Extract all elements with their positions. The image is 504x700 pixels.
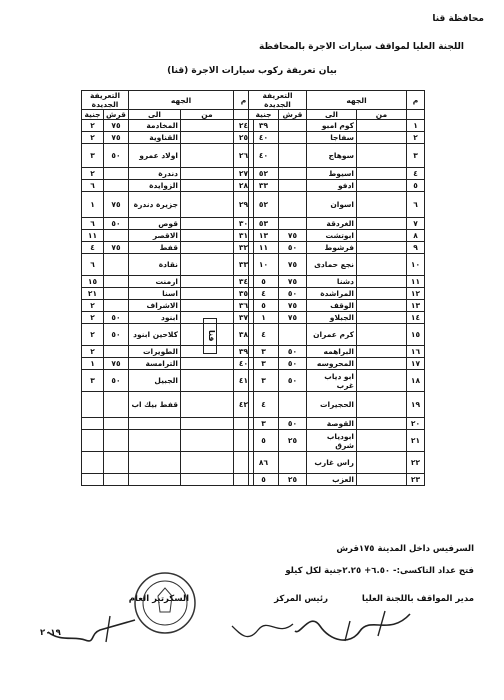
cell-destination: ادفو: [307, 180, 357, 192]
cell-destination: ابنود: [129, 312, 181, 324]
cell-pound: ٤: [249, 324, 279, 346]
cell-pound: ٢: [82, 132, 104, 144]
cell-piaster: [279, 168, 307, 180]
table-row: [249, 180, 425, 192]
cell-destination: الزوايدة: [129, 180, 181, 192]
table-row: [249, 312, 425, 324]
signature-title-parking: مدير المواقف باللجنة العليا: [361, 594, 474, 604]
cell-from: [181, 132, 234, 144]
cell-piaster: [104, 452, 129, 474]
cell-destination: [129, 418, 181, 430]
governorate-title: محافظة قنا: [432, 14, 484, 24]
cell-num: ٢٩: [234, 192, 254, 218]
table-row: [82, 288, 254, 300]
cell-piaster: ٥٠: [104, 144, 129, 168]
cell-pound: ١: [82, 358, 104, 370]
cell-destination: الحجيرات: [307, 392, 357, 418]
cell-piaster: ٧٥: [104, 358, 129, 370]
cell-pound: ٣٣: [249, 180, 279, 192]
table-row: [249, 346, 425, 358]
cell-destination: اولاد عمرو: [129, 144, 181, 168]
header-num: م: [407, 91, 425, 110]
cell-pound: ٣٩: [249, 120, 279, 132]
cell-from: [357, 132, 407, 144]
cell-destination: اسنا: [129, 288, 181, 300]
cell-destination: كلاحين ابنود: [129, 324, 181, 346]
cell-piaster: ٧٥: [279, 254, 307, 276]
table-row: [82, 192, 254, 218]
table-row: [249, 358, 425, 370]
cell-piaster: ٥٠: [279, 358, 307, 370]
cell-from: [357, 180, 407, 192]
table-row: [249, 218, 425, 230]
header-to: الى: [129, 110, 181, 120]
cell-piaster: ٢٥: [279, 430, 307, 452]
cell-num: ٣٠: [234, 218, 254, 230]
cell-destination: القوصة: [307, 418, 357, 430]
cell-num: ٣: [407, 144, 425, 168]
cell-num: ١٢: [407, 288, 425, 300]
table-row: [82, 144, 254, 168]
table-row: [249, 276, 425, 288]
cell-piaster: [104, 288, 129, 300]
table-row: [249, 168, 425, 180]
cell-pound: ٢: [82, 324, 104, 346]
cell-piaster: ٧٥: [104, 132, 129, 144]
cell-pound: ٣: [249, 418, 279, 430]
cell-piaster: ٥٠: [279, 418, 307, 430]
cell-piaster: ٥٠: [104, 370, 129, 392]
cell-num: ٤١: [234, 370, 254, 392]
cell-num: ٢١: [407, 430, 425, 452]
table-row: [249, 242, 425, 254]
signature-title-center: رئيس المركز: [274, 594, 328, 604]
cell-num: ٤: [407, 168, 425, 180]
cell-from: [357, 452, 407, 474]
tariff-table-right: [248, 90, 425, 486]
cell-pound: ٥٣: [249, 218, 279, 230]
cell-piaster: ٧٥: [279, 276, 307, 288]
cell-num: ١٩: [407, 392, 425, 418]
cell-destination: ابو دياب غرب: [307, 370, 357, 392]
cell-destination: قفط: [129, 242, 181, 254]
cell-pound: ٢: [82, 120, 104, 132]
cell-from: [357, 120, 407, 132]
cell-pound: ١٥: [82, 276, 104, 288]
cell-destination: الترامسة: [129, 358, 181, 370]
cell-num: ١٠: [407, 254, 425, 276]
header-direction: الجهه: [129, 91, 234, 110]
cell-piaster: ٥٠: [104, 312, 129, 324]
table-row: [82, 254, 254, 276]
cell-destination: قوص: [129, 218, 181, 230]
document-title: بيان تعريفة ركوب سيارات الاجرة (قنا): [167, 66, 337, 76]
cell-destination: المحروسه: [307, 358, 357, 370]
cell-piaster: ٥٠: [279, 370, 307, 392]
cell-pound: ٢: [82, 300, 104, 312]
table-row: [82, 300, 254, 312]
cell-destination: الاقصر: [129, 230, 181, 242]
cell-num: ٢٨: [234, 180, 254, 192]
cell-pound: ٥: [249, 300, 279, 312]
cell-num: ٣٥: [234, 288, 254, 300]
cell-piaster: ٥٠: [279, 346, 307, 358]
cell-piaster: ٧٥: [104, 120, 129, 132]
cell-pound: ٤٠: [249, 144, 279, 168]
cell-from: [357, 418, 407, 430]
cell-from: [357, 242, 407, 254]
cell-pound: ٥: [249, 276, 279, 288]
cell-pound: ٢١: [82, 288, 104, 300]
cell-destination: كرم عمران: [307, 324, 357, 346]
cell-num: ١٨: [407, 370, 425, 392]
cell-num: ٢٤: [234, 120, 254, 132]
header-direction: الجهه: [307, 91, 407, 110]
cell-from: [357, 276, 407, 288]
cell-destination: الغردقة: [307, 218, 357, 230]
cell-piaster: ٥٠: [279, 288, 307, 300]
header-new-tariff: التعريفة الجديدة: [82, 91, 129, 110]
cell-num: ١٣: [407, 300, 425, 312]
signature-parking-manager: [290, 606, 420, 646]
cell-from: [181, 180, 234, 192]
cell-pound: ٣: [249, 358, 279, 370]
cell-from: [181, 230, 234, 242]
cell-destination: جزيرة دندرة: [129, 192, 181, 218]
cell-pound: [82, 392, 104, 418]
header-piaster: قرش: [104, 110, 129, 120]
cell-destination: دندرة: [129, 168, 181, 180]
cell-pound: ١٣: [249, 230, 279, 242]
side-label-qena: قنا: [203, 318, 217, 354]
cell-pound: [82, 418, 104, 430]
cell-from: [181, 218, 234, 230]
cell-destination: سوهاج: [307, 144, 357, 168]
cell-pound: ٤: [82, 242, 104, 254]
cell-pound: ٨٦: [249, 452, 279, 474]
cell-from: [181, 358, 234, 370]
cell-piaster: [104, 418, 129, 430]
cell-pound: ٤: [249, 288, 279, 300]
table-row: [249, 120, 425, 132]
table-row: [249, 230, 425, 242]
cell-from: [181, 254, 234, 276]
cell-pound: ٦: [82, 218, 104, 230]
cell-from: [357, 430, 407, 452]
cell-num: ٣٩: [234, 346, 254, 358]
cell-pound: ٥: [249, 430, 279, 452]
cell-piaster: [104, 254, 129, 276]
table-row: [82, 430, 254, 452]
table-row: [249, 192, 425, 218]
cell-from: [357, 254, 407, 276]
cell-num: ٣٨: [234, 324, 254, 346]
table-row: [82, 370, 254, 392]
table-row: [82, 452, 254, 474]
cell-num: ٢٠: [407, 418, 425, 430]
table-row: [249, 430, 425, 452]
cell-piaster: ٧٥: [104, 192, 129, 218]
cell-num: ٢٢: [407, 452, 425, 474]
cell-piaster: [104, 430, 129, 452]
cell-piaster: [279, 452, 307, 474]
cell-num: ٤٢: [234, 392, 254, 418]
cell-pound: ٣: [82, 144, 104, 168]
header-pound: جنية: [82, 110, 104, 120]
cell-pound: ٤٠: [249, 132, 279, 144]
table-row: [82, 168, 254, 180]
cell-destination: ابوتشت: [307, 230, 357, 242]
cell-from: [357, 192, 407, 218]
cell-destination: القناوية: [129, 132, 181, 144]
cell-pound: ١١: [82, 230, 104, 242]
cell-destination: اسوان: [307, 192, 357, 218]
city-service-note: السرفيس داخل المدينة ١٧٥قرش: [336, 544, 474, 554]
cell-destination: ارمنت: [129, 276, 181, 288]
cell-from: [357, 300, 407, 312]
cell-piaster: [104, 474, 129, 486]
cell-piaster: ٥٠: [279, 242, 307, 254]
table-row: [82, 346, 254, 358]
table-row: [249, 474, 425, 486]
cell-destination: [129, 474, 181, 486]
cell-from: [181, 288, 234, 300]
cell-destination: كوم امبو: [307, 120, 357, 132]
cell-piaster: [104, 392, 129, 418]
cell-pound: [82, 474, 104, 486]
cell-destination: اسيوط: [307, 168, 357, 180]
cell-destination: ابودياب شرق: [307, 430, 357, 452]
cell-destination: الطويرات: [129, 346, 181, 358]
table-row: [82, 242, 254, 254]
cell-from: [357, 370, 407, 392]
cell-piaster: [279, 324, 307, 346]
cell-pound: ٦: [82, 180, 104, 192]
cell-destination: [129, 452, 181, 474]
cell-piaster: [279, 144, 307, 168]
cell-num: ٢٣: [407, 474, 425, 486]
cell-pound: ١٠: [249, 254, 279, 276]
cell-num: ١: [407, 120, 425, 132]
cell-pound: [82, 452, 104, 474]
header-new-tariff: التعريفة الجديدة: [249, 91, 307, 110]
cell-piaster: [279, 192, 307, 218]
cell-destination: دشنا: [307, 276, 357, 288]
cell-num: ٤٠: [234, 358, 254, 370]
table-row: [82, 276, 254, 288]
table-row: [249, 288, 425, 300]
cell-destination: المخادمة: [129, 120, 181, 132]
cell-num: ١٦: [407, 346, 425, 358]
cell-piaster: ٧٥: [279, 300, 307, 312]
table-row: [82, 418, 254, 430]
cell-piaster: [279, 120, 307, 132]
cell-piaster: ٧٥: [279, 312, 307, 324]
header-num: م: [234, 91, 254, 110]
cell-destination: الاشراف: [129, 300, 181, 312]
cell-num: ٧: [407, 218, 425, 230]
header-from: من: [357, 110, 407, 120]
cell-from: [181, 430, 234, 452]
cell-piaster: [104, 230, 129, 242]
cell-num: ٣٦: [234, 300, 254, 312]
cell-piaster: [104, 168, 129, 180]
cell-num: ٥: [407, 180, 425, 192]
cell-pound: ٥٢: [249, 192, 279, 218]
table-row: [82, 180, 254, 192]
cell-destination: قفط بيك اب: [129, 392, 181, 418]
table-row: [82, 358, 254, 370]
cell-pound: ٣: [82, 370, 104, 392]
signature-center-head: [228, 612, 298, 642]
table-row: [249, 452, 425, 474]
table-row: [82, 132, 254, 144]
cell-from: [181, 300, 234, 312]
table-row: [82, 230, 254, 242]
table-row: [82, 218, 254, 230]
cell-destination: البراهمه: [307, 346, 357, 358]
cell-num: ٣٣: [234, 254, 254, 276]
table-row: [82, 392, 254, 418]
cell-num: ٩: [407, 242, 425, 254]
cell-from: [357, 288, 407, 300]
cell-num: ٣١: [234, 230, 254, 242]
cell-num: ٢٧: [234, 168, 254, 180]
cell-piaster: [104, 300, 129, 312]
tariff-table-left: [81, 90, 254, 486]
cell-num: ١١: [407, 276, 425, 288]
cell-num: ٣٢: [234, 242, 254, 254]
cell-destination: راس غارب: [307, 452, 357, 474]
cell-destination: الجبلاو: [307, 312, 357, 324]
table-row: [249, 254, 425, 276]
cell-from: [181, 276, 234, 288]
table-row: [82, 120, 254, 132]
cell-from: [181, 242, 234, 254]
cell-piaster: [279, 218, 307, 230]
cell-destination: نقادة: [129, 254, 181, 276]
cell-destination: سفاجا: [307, 132, 357, 144]
table-row: [249, 418, 425, 430]
header-pound: جنية: [249, 110, 279, 120]
cell-pound: ١: [82, 192, 104, 218]
cell-from: [181, 120, 234, 132]
table-row: [249, 324, 425, 346]
cell-piaster: [104, 180, 129, 192]
table-row: [249, 132, 425, 144]
cell-num: ١٤: [407, 312, 425, 324]
cell-piaster: ٢٥: [279, 474, 307, 486]
cell-pound: ٢: [82, 168, 104, 180]
cell-pound: ٣: [249, 346, 279, 358]
header-from: من: [181, 110, 234, 120]
cell-num: ٣٤: [234, 276, 254, 288]
cell-destination: العزب: [307, 474, 357, 486]
signature-date: ٢٠١٩: [40, 628, 61, 638]
header-to: الى: [307, 110, 357, 120]
cell-destination: نجع حمادى: [307, 254, 357, 276]
cell-destination: المراشدة: [307, 288, 357, 300]
cell-destination: فرشوط: [307, 242, 357, 254]
cell-num: ٢: [407, 132, 425, 144]
cell-piaster: [279, 392, 307, 418]
table-row: [249, 392, 425, 418]
taxi-meter-note: فتح عداد التاكسى:- ٦.٥٠+ ٢.٢٥جنية لكل كيلو: [285, 566, 474, 576]
signature-title-secretary: السكرتير العام: [128, 594, 189, 604]
cell-from: [357, 324, 407, 346]
cell-pound: ٥: [249, 474, 279, 486]
table-row: [249, 144, 425, 168]
cell-num: ١٧: [407, 358, 425, 370]
cell-destination: [129, 430, 181, 452]
cell-pound: ٦: [82, 254, 104, 276]
cell-num: ٦: [407, 192, 425, 218]
cell-piaster: [104, 276, 129, 288]
header-piaster: قرش: [279, 110, 307, 120]
cell-destination: الوقف: [307, 300, 357, 312]
cell-pound: ١١: [249, 242, 279, 254]
cell-num: ١٥: [407, 324, 425, 346]
table-row: [249, 300, 425, 312]
cell-piaster: [104, 346, 129, 358]
cell-from: [357, 358, 407, 370]
official-stamp: [130, 568, 200, 638]
cell-from: [181, 418, 234, 430]
cell-from: [357, 168, 407, 180]
cell-pound: [82, 430, 104, 452]
cell-from: [357, 474, 407, 486]
cell-pound: ٤: [249, 392, 279, 418]
cell-from: [181, 168, 234, 180]
cell-pound: ٢: [82, 312, 104, 324]
cell-from: [357, 312, 407, 324]
cell-pound: ٥٢: [249, 168, 279, 180]
cell-destination: الجبيل: [129, 370, 181, 392]
cell-piaster: [279, 132, 307, 144]
cell-from: [181, 392, 234, 418]
cell-from: [357, 230, 407, 242]
cell-pound: ٣: [249, 370, 279, 392]
cell-pound: ٢: [82, 346, 104, 358]
committee-title: اللجنة العليا لمواقف سيارات الاجرة بالمحافظة: [258, 42, 464, 52]
table-row: [249, 370, 425, 392]
cell-from: [357, 392, 407, 418]
cell-num: ٨: [407, 230, 425, 242]
cell-from: [357, 346, 407, 358]
cell-piaster: ٥٠: [104, 218, 129, 230]
cell-from: [181, 370, 234, 392]
table-row: [82, 474, 254, 486]
cell-from: [181, 474, 234, 486]
cell-from: [357, 218, 407, 230]
cell-from: [181, 192, 234, 218]
cell-from: [181, 144, 234, 168]
cell-piaster: ٧٥: [279, 230, 307, 242]
cell-from: [181, 452, 234, 474]
table-row: [82, 312, 254, 324]
table-row: [82, 324, 254, 346]
cell-piaster: ٥٠: [104, 324, 129, 346]
cell-num: ٣٧: [234, 312, 254, 324]
cell-piaster: [279, 180, 307, 192]
cell-num: ٢٦: [234, 144, 254, 168]
cell-piaster: ٧٥: [104, 242, 129, 254]
cell-num: ٢٥: [234, 132, 254, 144]
cell-from: [357, 144, 407, 168]
cell-pound: ١: [249, 312, 279, 324]
